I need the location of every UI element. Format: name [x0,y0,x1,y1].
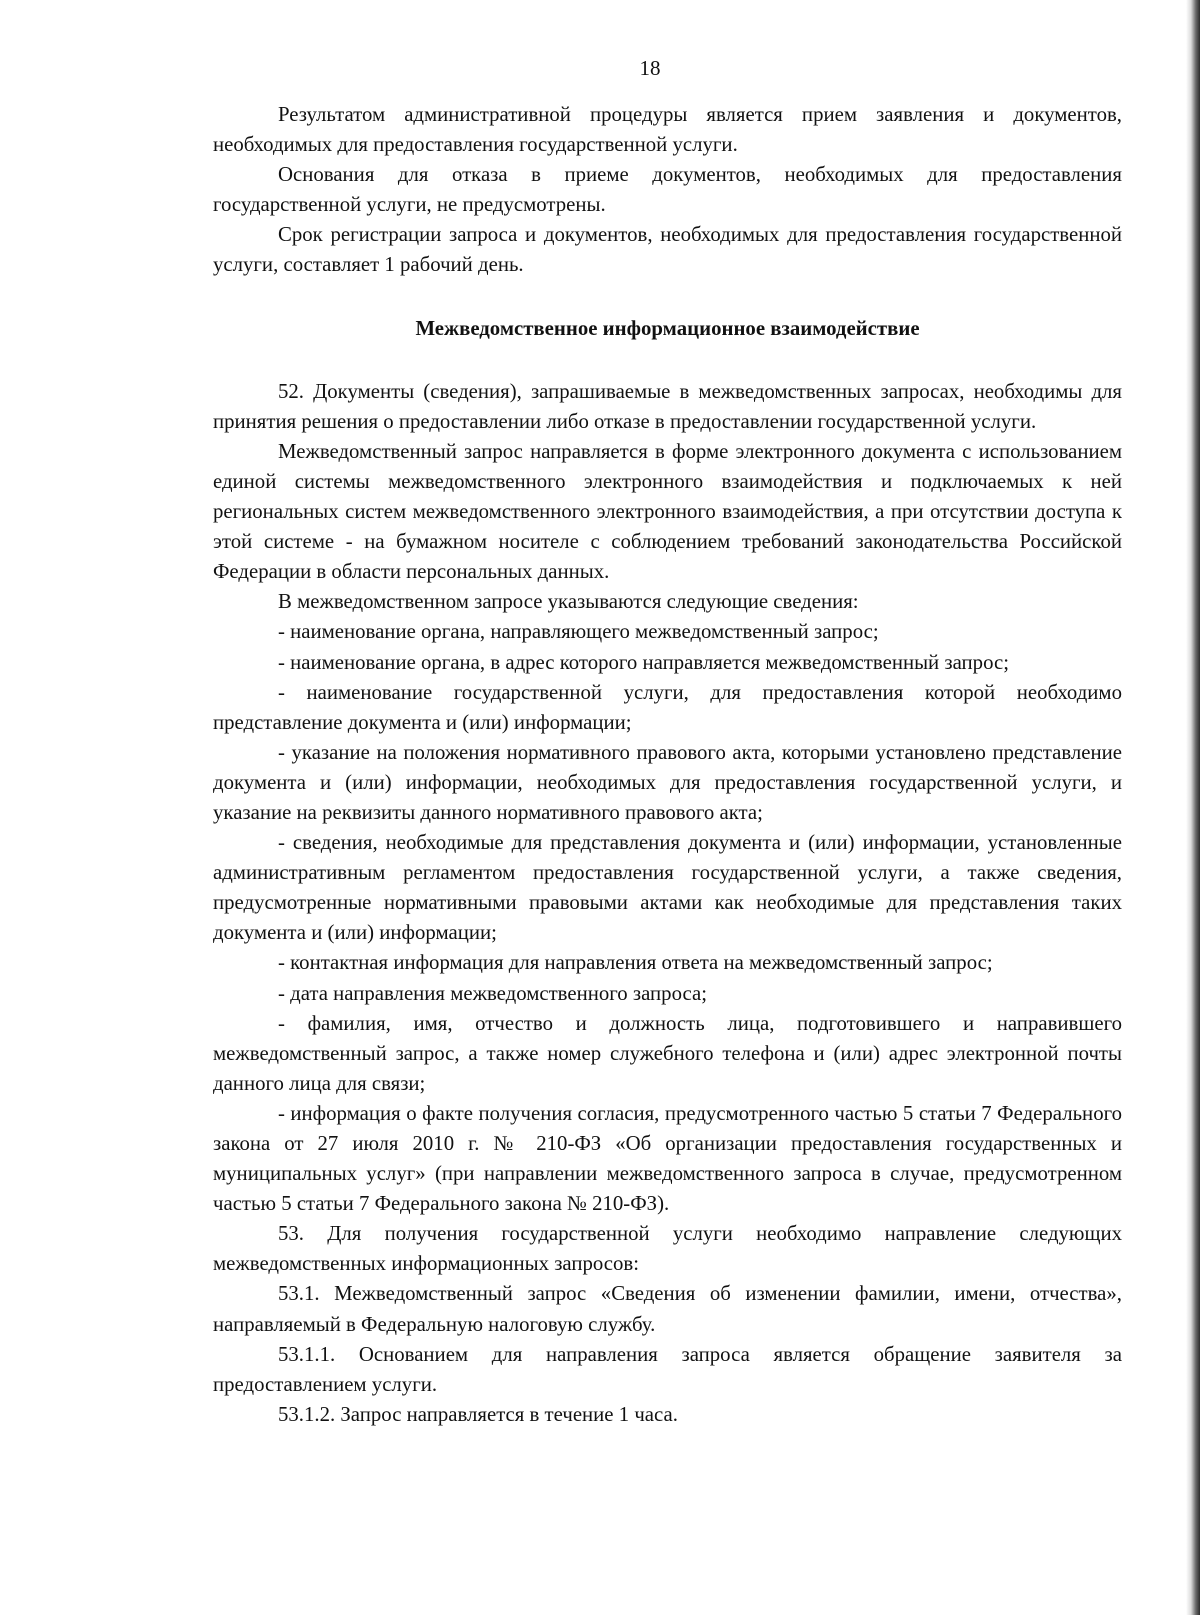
list-item-responsible-person: - фамилия, имя, отчество и должность лица, подготовившего и направившего межведомственный запрос, а также номер служебного телефона и (или) адрес электронной почты данного лица для связи; [213,1011,1122,1095]
list-item-sender-body: - наименование органа, направляющего межведомственный запрос; [278,620,879,644]
list-item-contact-info: - контактная информация для направления ответа на межведомственный запрос; [278,951,993,975]
para-53-1: 53.1. Межведомственный запрос «Сведения об изменении фамилии, имени, отчества», направляемый в Федеральную налоговую службу. [213,1282,1122,1336]
scan-edge-shadow [1186,0,1200,1615]
para-registration-term: Срок регистрации запроса и документов, необходимых для предоставления государственной услуги, составляет 1 рабочий день. [213,223,1122,277]
list-item-recipient-body: - наименование органа, в адрес которого направляется межведомственный запрос; [278,650,1010,674]
para-request-details-intro: В межведомственном запросе указываются следующие сведения: [278,590,859,614]
para-53-1-2: 53.1.2. Запрос направляется в течение 1 часа. [278,1402,678,1426]
para-52: 52. Документы (сведения), запрашиваемые в межведомственных запросах, необходимы для принятия решения о предоставлении либо отказе в предоставлении государственной услуги. [213,379,1122,433]
list-item-legal-act: - указание на положения нормативного правового акта, которыми установлено представление документа и (или) информации, необходимых для предоставления государственной услуги, и указание на реквизиты данного нормативного правового акта; [213,740,1122,824]
para-53-1-1: 53.1.1. Основанием для направления запроса является обращение заявителя за предоставлением услуги. [213,1342,1122,1396]
section-heading: Межведомственное информационное взаимодействие [415,316,920,340]
list-item-consent-info: - информация о факте получения согласия, предусмотренного частью 5 статьи 7 Федерального закона от 27 июля 2010 г. № 210-ФЗ «Об организации предоставления государственных и муниципальных услуг» (при направлении межведомственного запроса в случае, предусмотренном частью 5 статьи 7 Федерального закона № 210-ФЗ). [213,1101,1122,1216]
list-item-required-info: - сведения, необходимые для представления документа и (или) информации, установленные административным регламентом предоставления государственной услуги, а также сведения, предусмотренные нормативными правовыми актами как необходимые для представления таких документа и (или) информации; [213,831,1122,945]
document-body [213,100,1122,1430]
page-number: 18 [639,56,661,80]
para-refusal-grounds: Основания для отказа в приеме документов, необходимых для предоставления государственной услуги, не предусмотрены. [213,163,1122,217]
para-53: 53. Для получения государственной услуги необходимо направление следующих межведомственных информационных запросов: [213,1222,1122,1276]
para-request-form: Межведомственный запрос направляется в форме электронного документа с использованием единой системы межведомственного электронного взаимодействия и подключаемых к ней региональных систем межведомственного электронного взаимодействия, а при отсутствии доступа к этой системе - на бумажном носителе с соблюдением требований законодательства Российской Федерации в области персональных данных. [213,439,1122,584]
para-result: Результатом административной процедуры является прием заявления и документов, необходимых для предоставления государственной услуги. [213,103,1122,157]
list-item-service-name: - наименование государственной услуги, для предоставления которой необходимо представление документа и (или) информации; [213,680,1122,734]
list-item-request-date: - дата направления межведомственного запроса; [278,981,707,1005]
